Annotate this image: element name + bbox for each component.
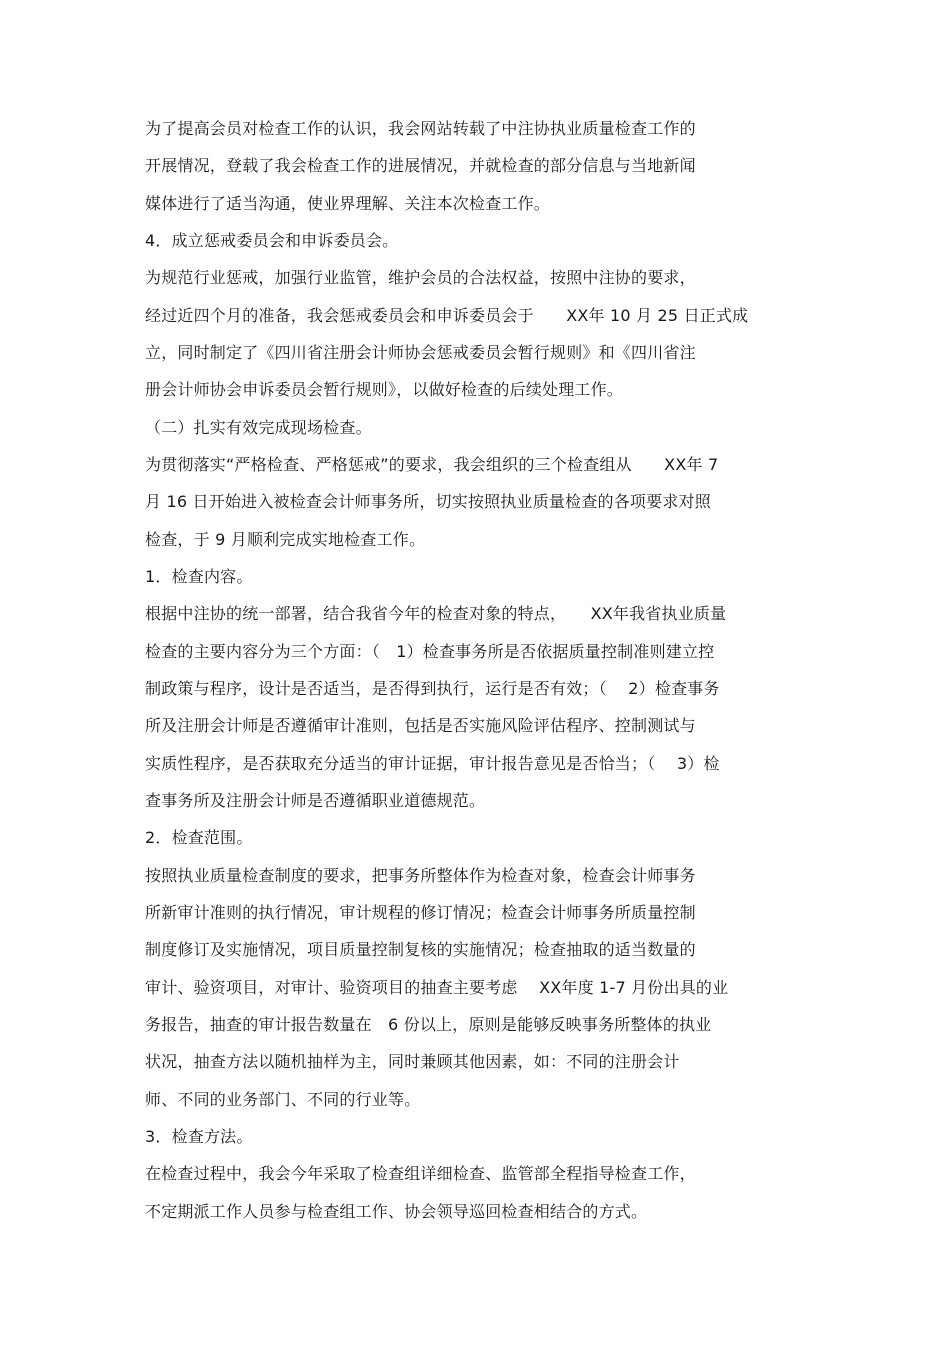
section-heading: 4．成立惩戒委员会和申诉委员会。: [145, 231, 399, 250]
section-heading: （二）扎实有效完成现场检查。: [145, 418, 372, 437]
text-line: 册会计师协会申诉委员会暂行规则》，以做好检查的后续处理工作。: [145, 380, 624, 399]
text-line: 媒体进行了适当沟通，使业界理解、关注本次检查工作。: [145, 194, 551, 213]
text-line: 为了提高会员对检查工作的认识，我会网站转载了中注协执业质量检查工作的: [145, 119, 696, 138]
text-line: 检查，于 9 月顺利完成实地检查工作。: [145, 530, 426, 549]
section-heading: 3．检查方法。: [145, 1127, 253, 1146]
text-line: 不定期派工作人员参与检查组工作、协会领导巡回检查相结合的方式。: [145, 1202, 648, 1221]
text-line: 务报告，抽查的审计报告数量在 6 份以上，原则是能够反映事务所整体的执业: [145, 1015, 712, 1034]
text-line: 经过近四个月的准备，我会惩戒委员会和申诉委员会于 XX年 10 月 25 日正式成: [145, 306, 749, 325]
text-line: 根据中注协的统一部署，结合我省今年的检查对象的特点， XX年我省执业质量: [145, 604, 727, 623]
text-line: 状况，抽查方法以随机抽样为主，同时兼顾其他因素，如：不同的注册会计: [145, 1052, 680, 1071]
section-heading: 2．检查范围。: [145, 828, 253, 847]
text-line: 制度修订及实施情况，项目质量控制复核的实施情况；检查抽取的适当数量的: [145, 940, 696, 959]
text-line: 为规范行业惩戒，加强行业监管，维护会员的合法权益，按照中注协的要求，: [145, 268, 696, 287]
text-line: 所新审计准则的执行情况，审计规程的修订情况；检查会计师事务所质量控制: [145, 903, 696, 922]
text-line: 所及注册会计师是否遵循审计准则，包括是否实施风险评估程序、控制测试与: [145, 716, 696, 735]
section-heading: 1．检查内容。: [145, 567, 253, 586]
text-line: 月 16 日开始进入被检查会计师事务所，切实按照执业质量检查的各项要求对照: [145, 492, 711, 511]
text-line: 立，同时制定了《四川省注册会计师协会惩戒委员会暂行规则》和《四川省注: [145, 343, 696, 362]
text-line: 审计、验资项目，对审计、验资项目的抽查主要考虑 XX年度 1-7 月份出具的业: [145, 978, 729, 997]
text-line: 为贯彻落实“严格检查、严格惩戒”的要求，我会组织的三个检查组从 XX年 7: [145, 455, 719, 474]
text-line: 师、不同的业务部门、不同的行业等。: [145, 1090, 421, 1109]
text-line: 实质性程序，是否获取充分适当的审计证据，审计报告意见是否恰当；（ 3）检: [145, 754, 720, 773]
text-line: 查事务所及注册会计师是否遵循职业道德规范。: [145, 791, 486, 810]
text-line: 开展情况，登载了我会检查工作的进展情况，并就检查的部分信息与当地新闻: [145, 156, 696, 175]
text-line: 按照执业质量检查制度的要求，把事务所整体作为检查对象，检查会计师事务: [145, 866, 696, 885]
text-line: 检查的主要内容分为三个方面：（ 1）检查事务所是否依据质量控制准则建立控: [145, 642, 715, 661]
text-line: 在检查过程中，我会今年采取了检查组详细检查、监管部全程指导检查工作，: [145, 1164, 696, 1183]
text-line: 制政策与程序，设计是否适当，是否得到执行，运行是否有效；（ 2）检查事务: [145, 679, 720, 698]
